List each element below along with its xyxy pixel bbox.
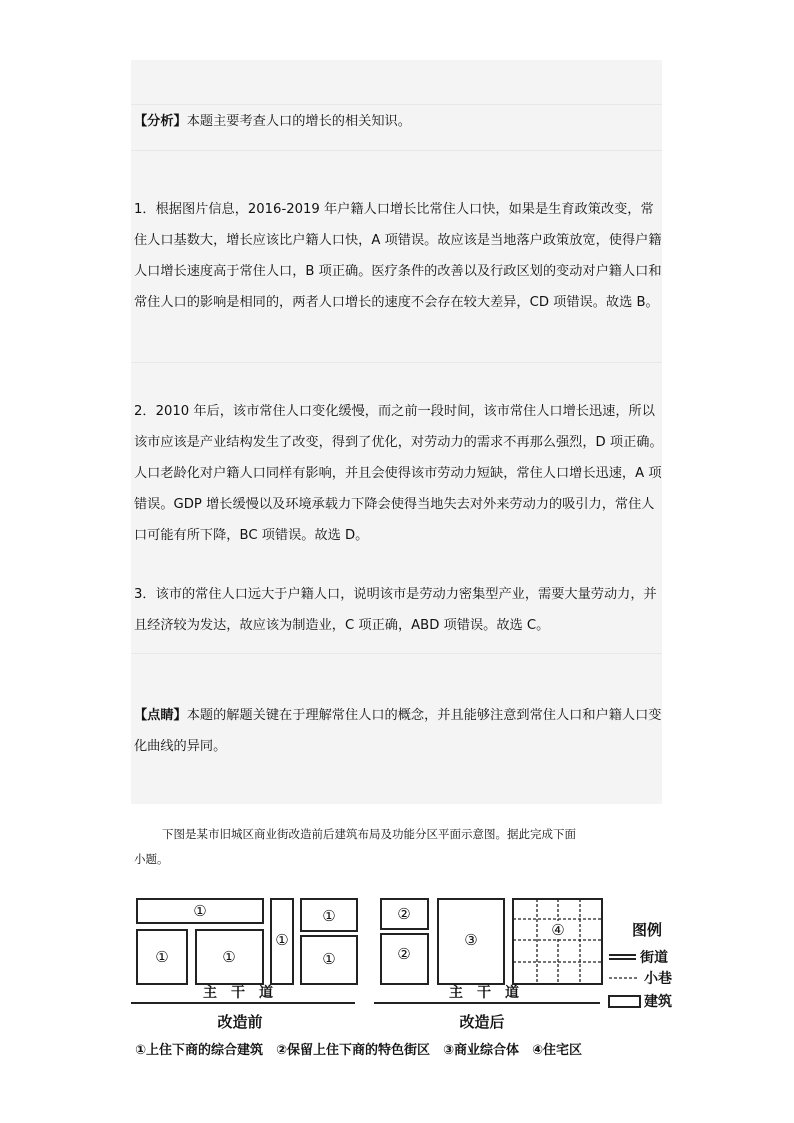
area-label: ① [193,902,207,920]
area-label: ③ [464,931,478,949]
answer-1: 1．根据图片信息，2016-2019 年户籍人口增长比常住人口快，如果是生育政策改变，常住人口基数大，增长应该比户籍人口快，A 项错误。故应该是当地落户政策放宽，使得户籍人口增长速度高于常住人口，B 项正确。医疗条件的改善以及行政区划的变动对户籍人口和常住人口的影响是相同的，两者人口增长的速度不会存在较大差异，CD 项错误。故选 B。 [134,202,662,310]
after-road-label: 主 干 道 [449,985,519,1001]
comment-text: 本题的解题关键在于理解常住人口的概念，并且能够注意到常住人口和户籍人口变化曲线的异同。 [134,708,662,754]
analysis-text: 本题主要考查人口的增长的相关知识。 [186,114,411,129]
before-caption: 改造前 [217,1013,263,1031]
area-label: ② [397,945,411,963]
comment-tag: 【点睛】 [134,708,187,723]
figure-key: ①上住下商的综合建筑 ②保留上住下商的特色街区 ③商业综合体 ④住宅区 [135,1043,583,1058]
before-road-label: 主 干 道 [203,985,273,1001]
area-label: ① [155,948,169,966]
intro-line-2: 小题。 [134,852,169,866]
area-label: ② [397,905,411,923]
legend-building-swatch [609,996,640,1007]
legend-building-label: 建筑 [644,994,672,1010]
analysis-tag: 【分析】 [134,114,187,129]
area-label: ① [322,907,336,925]
intro-line-1: 下图是某市旧城区商业街改造前后建筑布局及功能分区平面示意图。据此完成下面 [162,827,576,841]
area-label: ① [322,950,336,968]
after-caption: 改造后 [459,1013,505,1031]
legend-title: 图例 [631,921,663,939]
area-label: ① [275,931,289,949]
legend-alley-label: 小巷 [644,971,672,987]
answer-3: 3．该市的常住人口远大于户籍人口，说明该市是劳动力密集型产业，需要大量劳动力，并且经济较为发达，故应该为制造业，C 项正确，ABD 项错误。故选 C。 [134,587,657,633]
legend-street-label: 街道 [640,950,668,966]
answer-2: 2．2010 年后，该市常住人口变化缓慢，而之前一段时间，该市常住人口增长迅速，所以该市应该是产业结构发生了改变，得到了优化，对劳动力的需求不再那么强烈，D 项正确。人口老龄化对户籍人口同样有影响，并且会使得该市劳动力短缺，常住人口增长迅速，A 项错误。GDP 增长缓慢以及环境承载力下降会使得当地失去对外来劳动力的吸引力，常住人口可能有所下降，BC 项错误。故选 D。 [134,404,663,543]
area-label: ④ [551,921,565,939]
area-label: ① [222,948,236,966]
